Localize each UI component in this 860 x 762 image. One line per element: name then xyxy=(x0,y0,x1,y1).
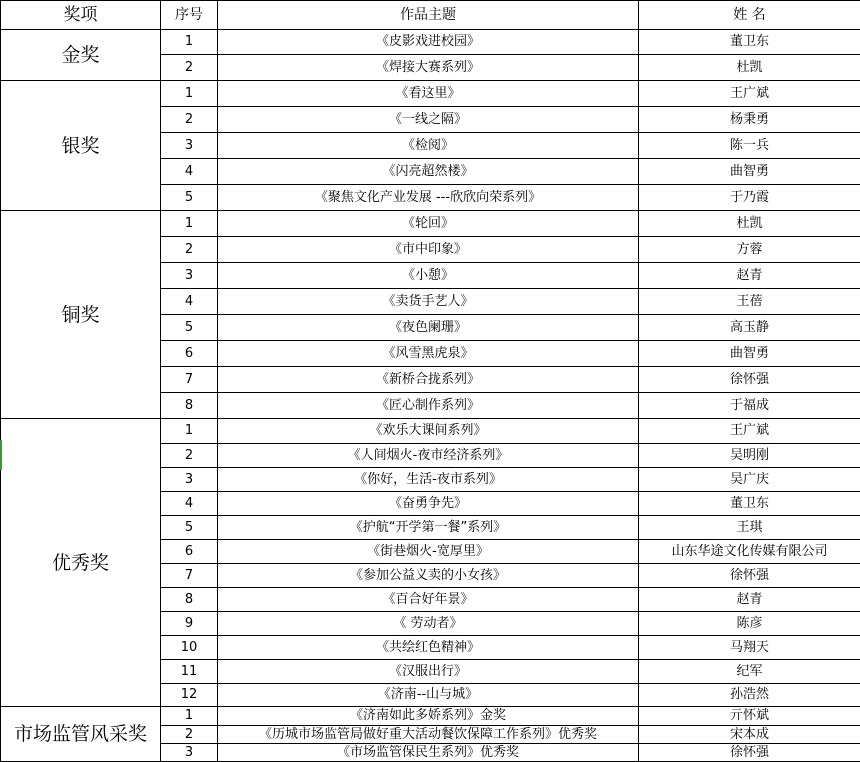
table-row xyxy=(1,81,860,107)
work-title-cell: 《轮回》 xyxy=(218,211,639,237)
row-number-cell: 4 xyxy=(161,289,218,315)
author-name-cell: 孙浩然 xyxy=(639,684,860,707)
author-name-cell: 徐怀强 xyxy=(639,367,860,393)
row-number-cell: 7 xyxy=(161,367,218,393)
author-name-cell: 徐怀强 xyxy=(639,564,860,588)
author-name-cell: 山东华途文化传媒有限公司 xyxy=(639,540,860,564)
row-number-cell: 6 xyxy=(161,540,218,564)
author-name-cell: 王琪 xyxy=(639,516,860,540)
author-name-cell: 高玉静 xyxy=(639,315,860,341)
work-title-cell: 《皮影戏进校园》 xyxy=(218,30,639,55)
row-selection-marker xyxy=(0,440,2,470)
row-number-cell: 1 xyxy=(161,707,218,726)
award-category-cell: 优秀奖 xyxy=(1,419,161,707)
row-number-cell: 1 xyxy=(161,211,218,237)
row-number-cell: 1 xyxy=(161,30,218,55)
work-title-cell: 《看这里》 xyxy=(218,81,639,107)
work-title-cell: 《夜色阑珊》 xyxy=(218,315,639,341)
row-number-cell: 1 xyxy=(161,419,218,444)
work-title-cell: 《市中印象》 xyxy=(218,237,639,263)
row-number-cell: 3 xyxy=(161,133,218,159)
award-category-cell: 金奖 xyxy=(1,30,161,81)
author-name-cell: 赵青 xyxy=(639,263,860,289)
header-no: 序号 xyxy=(161,1,218,30)
author-name-cell: 马翔天 xyxy=(639,636,860,660)
author-name-cell: 杜凯 xyxy=(639,211,860,237)
work-title-cell: 《 劳动者》 xyxy=(218,612,639,636)
work-title-cell: 《汉服出行》 xyxy=(218,660,639,684)
table-row xyxy=(1,30,860,55)
work-title-cell: 《济南如此多娇系列》金奖 xyxy=(218,707,639,726)
row-number-cell: 9 xyxy=(161,612,218,636)
author-name-cell: 杜凯 xyxy=(639,55,860,81)
work-title-cell: 《人间烟火-夜市经济系列》 xyxy=(218,444,639,468)
row-number-cell: 12 xyxy=(161,684,218,707)
work-title-cell: 《欢乐大课间系列》 xyxy=(218,419,639,444)
row-number-cell: 2 xyxy=(161,726,218,744)
row-number-cell: 5 xyxy=(161,185,218,211)
work-title-cell: 《匠心制作系列》 xyxy=(218,393,639,419)
author-name-cell: 纪军 xyxy=(639,660,860,684)
row-number-cell: 11 xyxy=(161,660,218,684)
work-title-cell: 《百合好年景》 xyxy=(218,588,639,612)
author-name-cell: 于福成 xyxy=(639,393,860,419)
row-number-cell: 4 xyxy=(161,159,218,185)
table-row xyxy=(1,211,860,237)
author-name-cell: 宋本成 xyxy=(639,726,860,744)
work-title-cell: 《济南--山与城》 xyxy=(218,684,639,707)
author-name-cell: 曲智勇 xyxy=(639,341,860,367)
work-title-cell: 《奋勇争先》 xyxy=(218,492,639,516)
work-title-cell: 《街巷烟火-宽厚里》 xyxy=(218,540,639,564)
row-number-cell: 8 xyxy=(161,393,218,419)
author-name-cell: 方蓉 xyxy=(639,237,860,263)
work-title-cell: 《参加公益义卖的小女孩》 xyxy=(218,564,639,588)
author-name-cell: 王蓓 xyxy=(639,289,860,315)
row-number-cell: 3 xyxy=(161,263,218,289)
work-title-cell: 《聚焦文化产业发展 ---欣欣向荣系列》 xyxy=(218,185,639,211)
author-name-cell: 吴明刚 xyxy=(639,444,860,468)
work-title-cell: 《新桥合拢系列》 xyxy=(218,367,639,393)
author-name-cell: 王广斌 xyxy=(639,81,860,107)
work-title-cell: 《护航“开学第一餐”系列》 xyxy=(218,516,639,540)
author-name-cell: 徐怀强 xyxy=(639,744,860,762)
author-name-cell: 于乃霞 xyxy=(639,185,860,211)
work-title-cell: 《检阅》 xyxy=(218,133,639,159)
table-row xyxy=(1,707,860,726)
row-number-cell: 4 xyxy=(161,492,218,516)
work-title-cell: 《风雪黑虎泉》 xyxy=(218,341,639,367)
author-name-cell: 亓怀斌 xyxy=(639,707,860,726)
work-title-cell: 《历城市场监管局做好重大活动餐饮保障工作系列》优秀奖 xyxy=(218,726,639,744)
header-name: 姓 名 xyxy=(639,1,860,30)
header-row xyxy=(1,1,860,30)
table-row xyxy=(1,419,860,444)
award-category-cell: 市场监管风采奖 xyxy=(1,707,161,762)
author-name-cell: 陈一兵 xyxy=(639,133,860,159)
author-name-cell: 曲智勇 xyxy=(639,159,860,185)
row-number-cell: 3 xyxy=(161,468,218,492)
author-name-cell: 赵青 xyxy=(639,588,860,612)
author-name-cell: 吴广庆 xyxy=(639,468,860,492)
award-category-cell: 铜奖 xyxy=(1,211,161,419)
row-number-cell: 2 xyxy=(161,55,218,81)
row-number-cell: 3 xyxy=(161,744,218,762)
row-number-cell: 10 xyxy=(161,636,218,660)
work-title-cell: 《共绘红色精神》 xyxy=(218,636,639,660)
work-title-cell: 《闪亮超然楼》 xyxy=(218,159,639,185)
work-title-cell: 《焊接大赛系列》 xyxy=(218,55,639,81)
work-title-cell: 《小憩》 xyxy=(218,263,639,289)
author-name-cell: 王广斌 xyxy=(639,419,860,444)
row-number-cell: 1 xyxy=(161,81,218,107)
work-title-cell: 《卖货手艺人》 xyxy=(218,289,639,315)
work-title-cell: 《一线之隔》 xyxy=(218,107,639,133)
row-number-cell: 2 xyxy=(161,107,218,133)
row-number-cell: 7 xyxy=(161,564,218,588)
row-number-cell: 2 xyxy=(161,444,218,468)
author-name-cell: 陈彦 xyxy=(639,612,860,636)
work-title-cell: 《你好，生活-夜市系列》 xyxy=(218,468,639,492)
author-name-cell: 杨秉勇 xyxy=(639,107,860,133)
row-number-cell: 5 xyxy=(161,315,218,341)
header-title: 作品主题 xyxy=(218,1,639,30)
row-number-cell: 6 xyxy=(161,341,218,367)
row-number-cell: 5 xyxy=(161,516,218,540)
header-award: 奖项 xyxy=(1,1,161,30)
row-number-cell: 8 xyxy=(161,588,218,612)
author-name-cell: 董卫东 xyxy=(639,492,860,516)
award-category-cell: 银奖 xyxy=(1,81,161,211)
work-title-cell: 《市场监管保民生系列》优秀奖 xyxy=(218,744,639,762)
author-name-cell: 董卫东 xyxy=(639,30,860,55)
row-number-cell: 2 xyxy=(161,237,218,263)
